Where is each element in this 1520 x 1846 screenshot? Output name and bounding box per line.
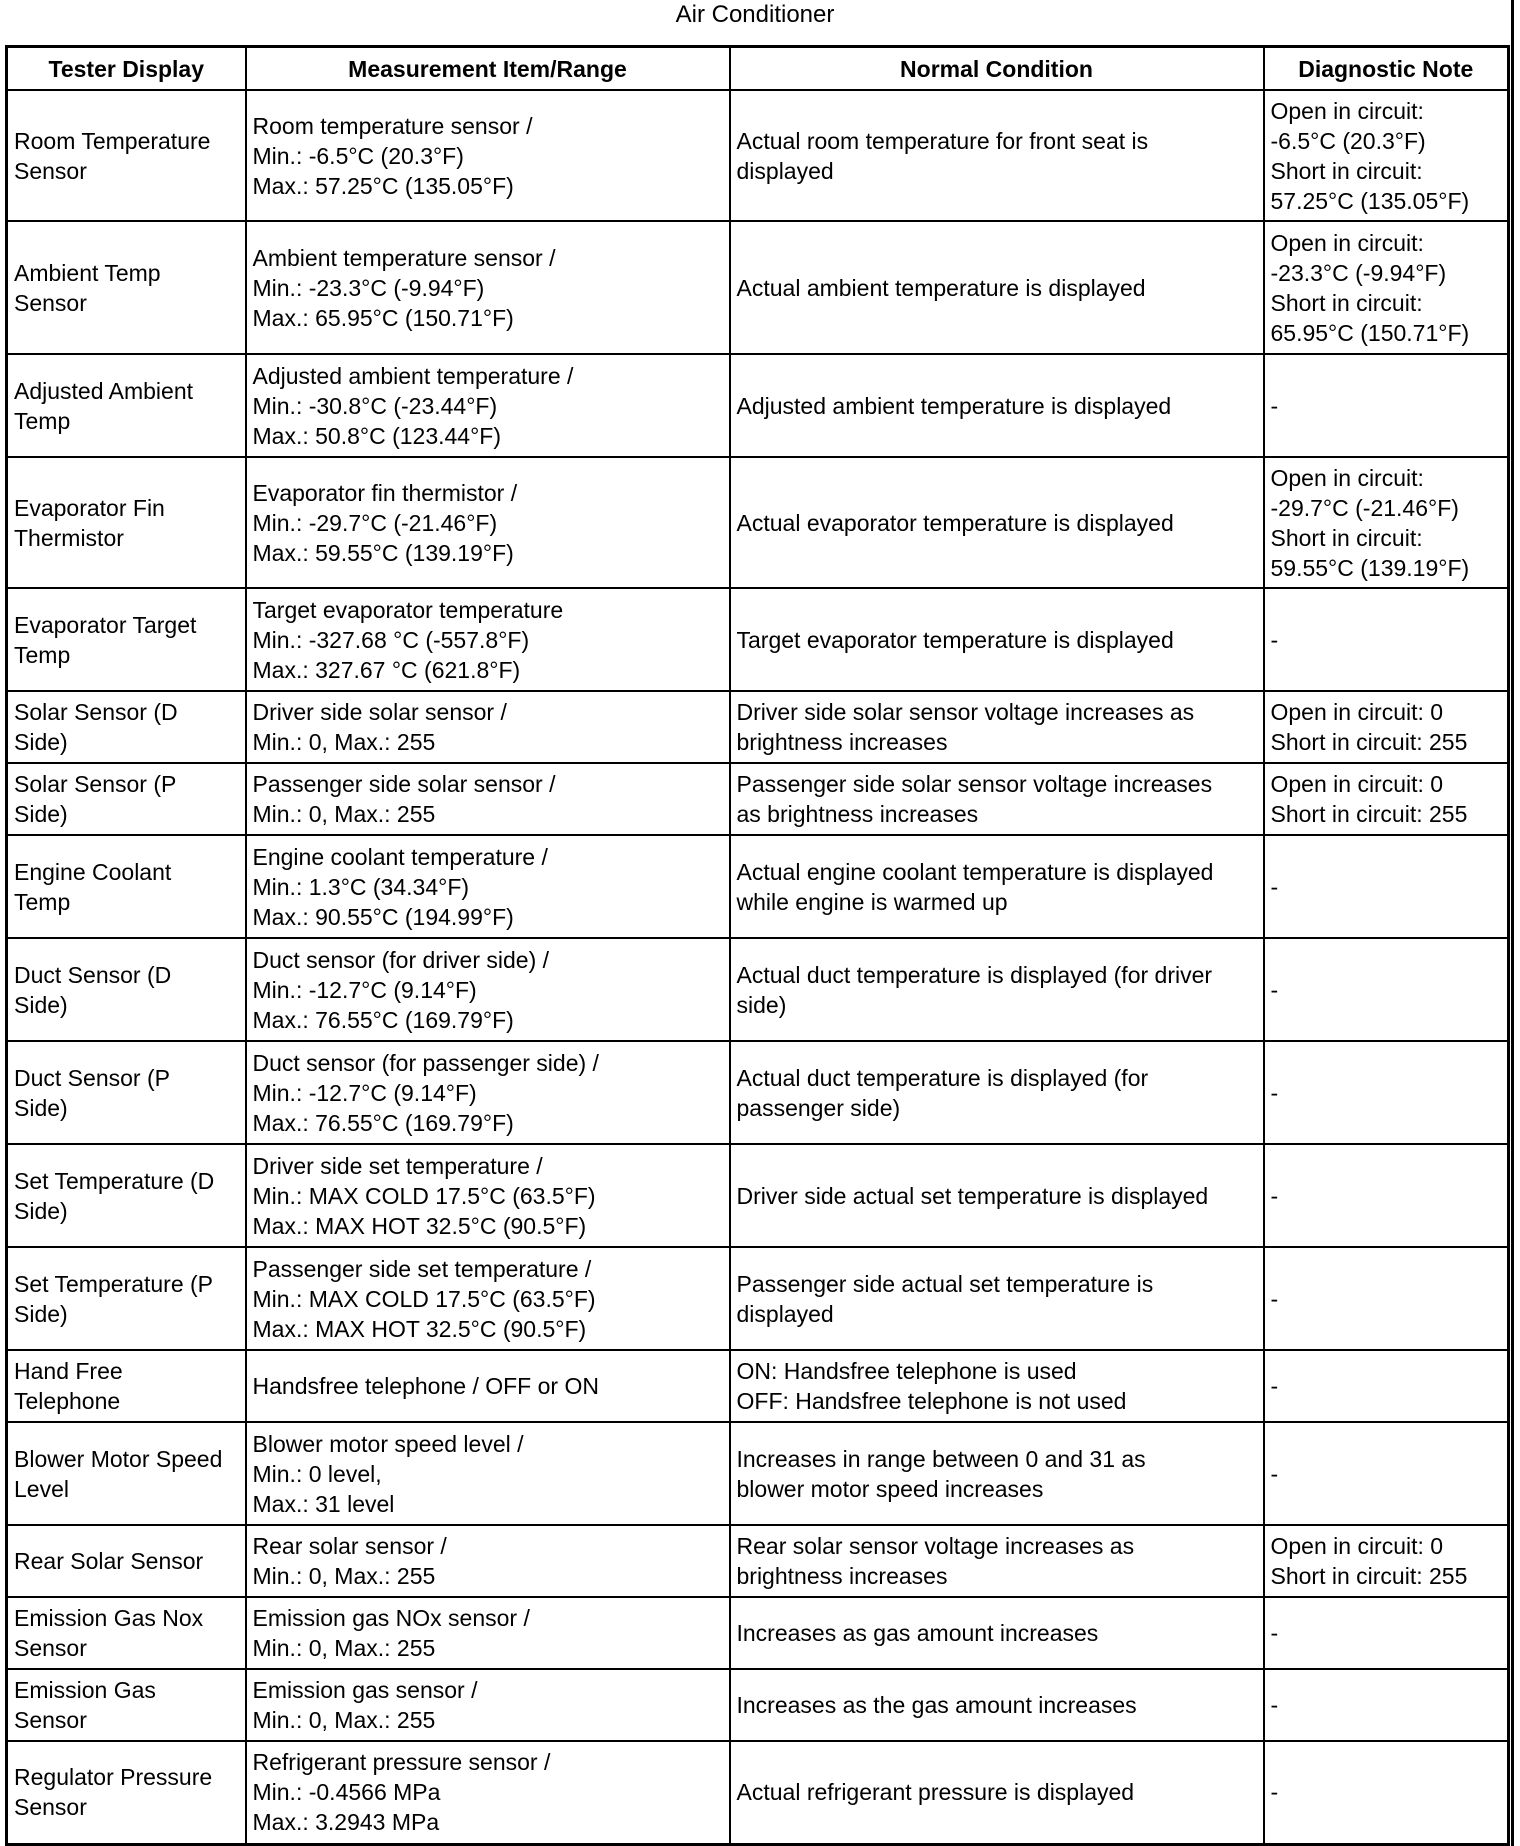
- cell-text-line: -23.3°C (-9.94°F): [1270, 259, 1447, 286]
- measurement-range-cell: [246, 1144, 730, 1247]
- normal-condition-cell: [730, 1144, 1264, 1247]
- cell-text-line: Driver side set temperature /: [252, 1152, 543, 1179]
- tester-display-cell: [7, 1144, 246, 1247]
- cell-text-line: Side): [14, 1094, 68, 1121]
- cell-text-line: Max.: 3.2943 MPa: [252, 1809, 440, 1836]
- cell-text-line: -: [1270, 1182, 1279, 1209]
- table-body: [7, 90, 1509, 1844]
- table-row: [7, 588, 1509, 691]
- cell-text-line: Short in circuit: 255: [1270, 729, 1468, 755]
- header-row: [7, 47, 1509, 91]
- normal-condition-cell: [730, 90, 1264, 221]
- diagnostic-note-cell: [1264, 354, 1509, 457]
- measurement-range-cell: [246, 691, 730, 763]
- cell-text-line: Max.: 90.55°C (194.99°F): [252, 903, 514, 930]
- cell-text-line: Level: [14, 1475, 69, 1502]
- cell-text-line: Min.: -12.7°C (9.14°F): [252, 1079, 477, 1106]
- cell-text-line: Actual room temperature for front seat is: [736, 127, 1149, 154]
- cell-text-line: Min.: 0, Max.: 255: [252, 801, 436, 827]
- normal-condition-cell: [730, 691, 1264, 763]
- tester-display-cell: [7, 90, 246, 221]
- cell-text-line: -: [1270, 626, 1279, 653]
- cell-text-line: -: [1270, 1285, 1279, 1312]
- cell-text-line: Short in circuit:: [1270, 289, 1423, 316]
- table-row: [7, 1422, 1509, 1525]
- cell-text-line: Open in circuit: 0: [1270, 699, 1444, 725]
- cell-text-line: as brightness increases: [736, 801, 979, 827]
- measurement-range-cell: [246, 1741, 730, 1844]
- cell-text-line: Hand Free: [14, 1358, 123, 1384]
- cell-text-line: Open in circuit: 0: [1270, 1533, 1444, 1559]
- cell-text-line: Blower motor speed level /: [252, 1430, 524, 1457]
- measurement-range-cell: [246, 1669, 730, 1741]
- cell-text-line: Short in circuit: 255: [1270, 1563, 1468, 1589]
- measurement-range-cell: [246, 763, 730, 835]
- cell-text-line: Passenger side solar sensor /: [252, 771, 556, 797]
- diagnostic-note-cell: [1264, 588, 1509, 691]
- cell-text-line: Blower Motor Speed: [14, 1445, 223, 1472]
- measurement-range-cell: [246, 588, 730, 691]
- measurement-range-cell: [246, 1597, 730, 1669]
- cell-text-line: ON: Handsfree telephone is used: [736, 1358, 1077, 1384]
- cell-text-line: Max.: 327.67 °C (621.8°F): [252, 656, 521, 683]
- diagnostic-note-cell: [1264, 938, 1509, 1041]
- cell-text-line: Min.: 0, Max.: 255: [252, 729, 436, 755]
- normal-condition-cell: [730, 938, 1264, 1041]
- diagnostic-note-cell: [1264, 1247, 1509, 1350]
- diagnostic-note-cell: [1264, 221, 1509, 354]
- cell-text-line: Adjusted ambient temperature /: [252, 362, 574, 389]
- tester-display-cell: [7, 457, 246, 588]
- cell-text-line: Actual ambient temperature is displayed: [736, 274, 1146, 301]
- cell-text-line: Room temperature sensor /: [252, 112, 533, 139]
- tester-display-cell: [7, 1525, 246, 1597]
- cell-text-line: Solar Sensor (P: [14, 771, 177, 797]
- cell-text-line: Passenger side set temperature /: [252, 1255, 592, 1282]
- diagnostic-note-cell: [1264, 90, 1509, 221]
- measurement-range-cell: [246, 938, 730, 1041]
- tester-display-cell: [7, 938, 246, 1041]
- cell-text-line: -: [1270, 1460, 1279, 1487]
- cell-text-line: Actual duct temperature is displayed (for: [736, 1064, 1149, 1091]
- diagnostic-note-cell: [1264, 691, 1509, 763]
- cell-text-line: Thermistor: [14, 524, 124, 551]
- tester-display-cell: [7, 354, 246, 457]
- cell-text-line: Open in circuit:: [1270, 229, 1424, 256]
- diagnostic-note-cell: [1264, 835, 1509, 938]
- tester-display-cell: [7, 1350, 246, 1422]
- cell-text-line: Sensor: [14, 1635, 87, 1661]
- diagnostic-note-cell: [1264, 1741, 1509, 1844]
- cell-text-line: Passenger side solar sensor voltage increases: [736, 771, 1213, 797]
- cell-text-line: Max.: 59.55°C (139.19°F): [252, 539, 514, 566]
- cell-text-line: Sensor: [14, 157, 87, 184]
- measurement-range-cell: [246, 1525, 730, 1597]
- cell-text-line: Temp: [14, 888, 71, 915]
- cell-text-line: Increases as gas amount increases: [736, 1620, 1099, 1646]
- table-row: [7, 221, 1509, 354]
- page-right-border: [1511, 0, 1514, 1846]
- measurement-range-cell: [246, 835, 730, 938]
- measurement-range-cell: [246, 354, 730, 457]
- cell-text-line: Min.: 0, Max.: 255: [252, 1707, 436, 1733]
- cell-text-line: Temp: [14, 407, 71, 434]
- tester-display-cell: [7, 1741, 246, 1844]
- cell-text-line: Min.: 0, Max.: 255: [252, 1563, 436, 1589]
- air-conditioner-table: [5, 45, 1510, 1846]
- cell-text-line: Max.: MAX HOT 32.5°C (90.5°F): [252, 1315, 587, 1342]
- cell-text-line: Duct sensor (for passenger side) /: [252, 1049, 599, 1076]
- cell-text-line: Set Temperature (P: [14, 1270, 214, 1297]
- tester-display-cell: [7, 1422, 246, 1525]
- measurement-range-cell: [246, 221, 730, 354]
- table-row: [7, 354, 1509, 457]
- diagnostic-note-cell: [1264, 1597, 1509, 1669]
- table-row: [7, 1041, 1509, 1144]
- cell-text-line: Min.: -23.3°C (-9.94°F): [252, 274, 485, 301]
- cell-text-line: Duct Sensor (P: [14, 1064, 170, 1091]
- table-row: [7, 1669, 1509, 1741]
- cell-text-line: -29.7°C (-21.46°F): [1270, 494, 1459, 521]
- cell-text-line: Engine coolant temperature /: [252, 843, 548, 870]
- cell-text-line: -: [1270, 1692, 1279, 1718]
- table-row: [7, 835, 1509, 938]
- normal-condition-cell: [730, 1525, 1264, 1597]
- normal-condition-cell: [730, 221, 1264, 354]
- cell-text-line: brightness increases: [736, 1563, 948, 1589]
- cell-text-line: Min.: -30.8°C (-23.44°F): [252, 392, 498, 419]
- cell-text-line: -: [1270, 1373, 1279, 1399]
- cell-text-line: Actual engine coolant temperature is displayed: [736, 858, 1214, 885]
- cell-text-line: Evaporator fin thermistor /: [252, 479, 518, 506]
- cell-text-line: Min.: -6.5°C (20.3°F): [252, 142, 464, 169]
- cell-text-line: Emission gas NOx sensor /: [252, 1605, 530, 1631]
- cell-text-line: Min.: MAX COLD 17.5°C (63.5°F): [252, 1182, 596, 1209]
- cell-text-line: Short in circuit:: [1270, 157, 1423, 184]
- cell-text-line: Max.: 31 level: [252, 1490, 395, 1517]
- measurement-range-cell: [246, 1422, 730, 1525]
- cell-text-line: Actual evaporator temperature is displayed: [736, 509, 1174, 536]
- tester-display-cell: [7, 763, 246, 835]
- cell-text-line: passenger side): [736, 1094, 901, 1121]
- cell-text-line: Min.: MAX COLD 17.5°C (63.5°F): [252, 1285, 596, 1312]
- cell-text-line: Min.: -0.4566 MPa: [252, 1779, 441, 1806]
- cell-text-line: Sensor: [14, 1707, 87, 1733]
- diagnostic-note-cell: [1264, 457, 1509, 588]
- cell-text-line: Short in circuit:: [1270, 524, 1423, 551]
- cell-text-line: while engine is warmed up: [736, 888, 1008, 915]
- normal-condition-cell: [730, 763, 1264, 835]
- cell-text-line: Min.: -29.7°C (-21.46°F): [252, 509, 498, 536]
- diagnostic-note-cell: [1264, 1144, 1509, 1247]
- cell-text-line: Sensor: [14, 289, 87, 316]
- cell-text-line: Refrigerant pressure sensor /: [252, 1749, 551, 1776]
- cell-text-line: Driver side solar sensor voltage increases as: [736, 699, 1195, 725]
- cell-text-line: displayed: [736, 1300, 834, 1327]
- diagnostic-note-cell: [1264, 763, 1509, 835]
- tester-display-cell: [7, 1041, 246, 1144]
- cell-text-line: Duct Sensor (D: [14, 961, 172, 988]
- cell-text-line: Evaporator Fin: [14, 494, 165, 521]
- cell-text-line: Min.: 0, Max.: 255: [252, 1635, 436, 1661]
- table-row: [7, 691, 1509, 763]
- diagnostic-note-cell: [1264, 1422, 1509, 1525]
- tester-display-cell: [7, 588, 246, 691]
- cell-text-line: Actual refrigerant pressure is displayed: [736, 1779, 1135, 1806]
- header-tester-display: Tester Display: [7, 47, 246, 91]
- cell-text-line: -: [1270, 1079, 1279, 1106]
- cell-text-line: Min.: 1.3°C (34.34°F): [252, 873, 470, 900]
- cell-text-line: Evaporator Target: [14, 611, 197, 638]
- cell-text-line: Emission Gas: [14, 1677, 156, 1703]
- table-row: [7, 763, 1509, 835]
- cell-text-line: Solar Sensor (D: [14, 699, 178, 725]
- cell-text-line: Open in circuit: 0: [1270, 771, 1444, 797]
- cell-text-line: -: [1270, 1779, 1279, 1806]
- cell-text-line: Side): [14, 1197, 68, 1224]
- cell-text-line: Max.: 76.55°C (169.79°F): [252, 1109, 514, 1136]
- normal-condition-cell: [730, 1041, 1264, 1144]
- cell-text-line: Side): [14, 1300, 68, 1327]
- table-row: [7, 1350, 1509, 1422]
- normal-condition-cell: [730, 1741, 1264, 1844]
- cell-text-line: Ambient Temp: [14, 259, 161, 286]
- cell-text-line: Target evaporator temperature: [252, 596, 564, 623]
- table-row: [7, 1144, 1509, 1247]
- cell-text-line: Max.: 65.95°C (150.71°F): [252, 304, 514, 331]
- normal-condition-cell: [730, 835, 1264, 938]
- cell-text-line: 57.25°C (135.05°F): [1270, 187, 1470, 214]
- cell-text-line: Emission Gas Nox: [14, 1605, 204, 1631]
- table-row: [7, 1741, 1509, 1844]
- cell-text-line: Duct sensor (for driver side) /: [252, 946, 550, 973]
- cell-text-line: -: [1270, 392, 1279, 419]
- cell-text-line: Emission gas sensor /: [252, 1677, 478, 1703]
- measurement-range-cell: [246, 1350, 730, 1422]
- header-measurement-item-range: Measurement Item/Range: [246, 47, 730, 91]
- cell-text-line: Open in circuit:: [1270, 97, 1424, 124]
- table-row: [7, 1597, 1509, 1669]
- diagnostic-note-cell: [1264, 1041, 1509, 1144]
- normal-condition-cell: [730, 588, 1264, 691]
- cell-text-line: Ambient temperature sensor /: [252, 244, 556, 271]
- diagnostic-note-cell: [1264, 1525, 1509, 1597]
- cell-text-line: -: [1270, 873, 1279, 900]
- cell-text-line: 65.95°C (150.71°F): [1270, 319, 1470, 346]
- table-row: [7, 457, 1509, 588]
- cell-text-line: Target evaporator temperature is displayed: [736, 626, 1174, 653]
- tester-display-cell: [7, 221, 246, 354]
- normal-condition-cell: [730, 1422, 1264, 1525]
- header-normal-condition: Normal Condition: [730, 47, 1264, 91]
- cell-text-line: Rear solar sensor voltage increases as: [736, 1533, 1135, 1559]
- cell-text-line: Min.: -327.68 °C (-557.8°F): [252, 626, 530, 653]
- measurement-range-cell: [246, 90, 730, 221]
- cell-text-line: Room Temperature: [14, 127, 211, 154]
- cell-text-line: Driver side solar sensor /: [252, 699, 507, 725]
- cell-text-line: side): [736, 991, 787, 1018]
- tester-display-cell: [7, 1597, 246, 1669]
- cell-text-line: -: [1270, 1620, 1279, 1646]
- diagnostic-note-cell: [1264, 1350, 1509, 1422]
- tester-display-cell: [7, 1669, 246, 1741]
- cell-text-line: Side): [14, 729, 68, 755]
- cell-text-line: brightness increases: [736, 729, 948, 755]
- cell-text-line: Telephone: [14, 1388, 121, 1414]
- cell-text-line: Sensor: [14, 1794, 87, 1821]
- cell-text-line: Temp: [14, 641, 71, 668]
- cell-text-line: Rear Solar Sensor: [14, 1548, 204, 1574]
- normal-condition-cell: [730, 1597, 1264, 1669]
- normal-condition-cell: [730, 1247, 1264, 1350]
- cell-text-line: -: [1270, 976, 1279, 1003]
- table-row: [7, 938, 1509, 1041]
- cell-text-line: Adjusted Ambient: [14, 377, 194, 404]
- cell-text-line: Set Temperature (D: [14, 1167, 215, 1194]
- cell-text-line: Open in circuit:: [1270, 464, 1424, 491]
- cell-text-line: Handsfree telephone / OFF or ON: [252, 1373, 599, 1399]
- header-diagnostic-note: Diagnostic Note: [1264, 47, 1509, 91]
- cell-text-line: Max.: 76.55°C (169.79°F): [252, 1006, 514, 1033]
- cell-text-line: Short in circuit: 255: [1270, 801, 1468, 827]
- measurement-range-cell: [246, 1041, 730, 1144]
- normal-condition-cell: [730, 1669, 1264, 1741]
- cell-text-line: Passenger side actual set temperature is: [736, 1270, 1154, 1297]
- cell-text-line: Increases in range between 0 and 31 as: [736, 1445, 1146, 1472]
- table-caption: Air Conditioner: [675, 1, 835, 28]
- cell-text-line: 59.55°C (139.19°F): [1270, 554, 1470, 581]
- cell-text-line: Max.: 57.25°C (135.05°F): [252, 172, 514, 199]
- cell-text-line: Side): [14, 991, 68, 1018]
- measurement-range-cell: [246, 457, 730, 588]
- cell-text-line: Increases as the gas amount increases: [736, 1692, 1137, 1718]
- table-row: [7, 1247, 1509, 1350]
- normal-condition-cell: [730, 1350, 1264, 1422]
- tester-display-cell: [7, 691, 246, 763]
- cell-text-line: Actual duct temperature is displayed (for driver: [736, 961, 1213, 988]
- normal-condition-cell: [730, 354, 1264, 457]
- cell-text-line: Min.: -12.7°C (9.14°F): [252, 976, 477, 1003]
- cell-text-line: -6.5°C (20.3°F): [1270, 127, 1426, 154]
- cell-text-line: Side): [14, 801, 68, 827]
- cell-text-line: blower motor speed increases: [736, 1475, 1044, 1502]
- diagnostic-note-cell: [1264, 1669, 1509, 1741]
- cell-text-line: Adjusted ambient temperature is displayed: [736, 392, 1172, 419]
- table-row: [7, 90, 1509, 221]
- cell-text-line: Regulator Pressure: [14, 1764, 213, 1791]
- table-row: [7, 1525, 1509, 1597]
- cell-text-line: Driver side actual set temperature is displayed: [736, 1182, 1209, 1209]
- cell-text-line: Max.: MAX HOT 32.5°C (90.5°F): [252, 1212, 587, 1239]
- cell-text-line: OFF: Handsfree telephone is not used: [736, 1388, 1127, 1414]
- cell-text-line: Max.: 50.8°C (123.44°F): [252, 422, 501, 449]
- cell-text-line: Engine Coolant: [14, 858, 172, 885]
- normal-condition-cell: [730, 457, 1264, 588]
- cell-text-line: Rear solar sensor /: [252, 1533, 447, 1559]
- cell-text-line: Min.: 0 level,: [252, 1460, 382, 1487]
- cell-text-line: displayed: [736, 157, 834, 184]
- measurement-range-cell: [246, 1247, 730, 1350]
- tester-display-cell: [7, 835, 246, 938]
- tester-display-cell: [7, 1247, 246, 1350]
